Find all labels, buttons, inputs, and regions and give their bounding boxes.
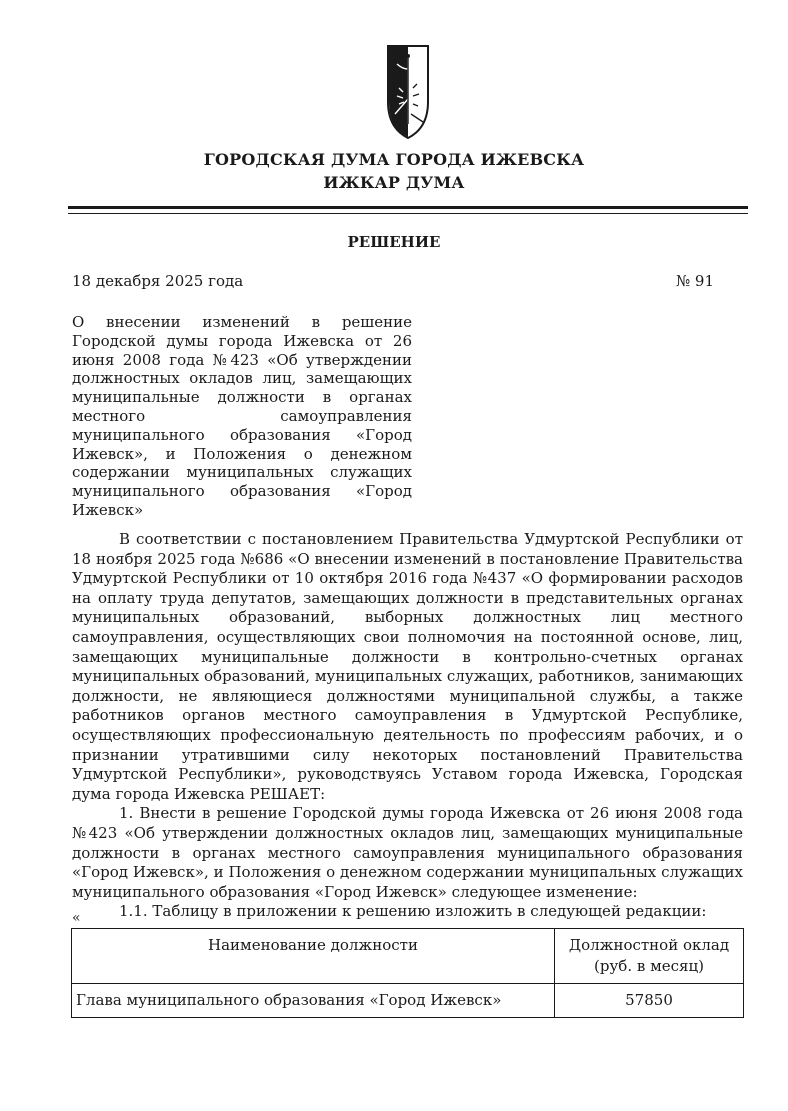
cell-position: Глава муниципального образования «Город Ижевск»	[72, 984, 555, 1018]
column-header-salary: Должностной оклад (руб. в месяц)	[555, 929, 744, 984]
header-divider-thick	[68, 206, 748, 209]
cell-salary: 57850	[555, 984, 744, 1018]
document-type-title: РЕШЕНИЕ	[347, 233, 441, 251]
document-date: 18 декабря 2025 года	[72, 272, 244, 290]
header-divider-thin	[68, 213, 748, 214]
table-header-row	[72, 929, 744, 984]
salary-table	[71, 928, 744, 1018]
clause-1-1-paragraph: 1.1. Таблицу в приложении к решению изложить в следующей редакции:	[119, 902, 707, 921]
document-body	[72, 530, 743, 922]
document-number: № 91	[675, 272, 714, 290]
org-title-line2: ИЖКАР ДУМА	[323, 173, 465, 192]
document-subject: О внесении изменений в решение Городской думы города Ижевска от 26 июня 2008 года №423 «Об утверждении должностных окладов лиц, замещающих муниципальные должности в органах местного самоуправления муниципального образования «Город Ижевск», и Положения о денежном содержании муниципальных служащих муниципального образования «Город Ижевск»	[72, 313, 412, 519]
clause-1-paragraph: 1. Внести в решение Городской думы города Ижевска от 26 июня 2008 года №423 «Об утверждении должностных окладов лиц, замещающих муниципальные должности в органах местного самоуправления муниципального образования «Город Ижевск», и Положения о денежном содержании муниципальных служащих муниципального образования «Город Ижевск» следующее изменение:	[72, 804, 743, 901]
table-row	[72, 984, 744, 1018]
column-header-position: Наименование должности	[72, 929, 555, 984]
izhevsk-coat-of-arms-icon	[385, 44, 431, 140]
org-title-line1: ГОРОДСКАЯ ДУМА ГОРОДА ИЖЕВСКА	[203, 150, 585, 169]
preamble-paragraph: В соответствии с постановлением Правительства Удмуртской Республики от 18 ноября 2025 года №686 «О внесении изменений в постановление Правительства Удмуртской Республики от 10 октября 2016 года №437 «О формировании расходов на оплату труда депутатов, замещающих должности в представительных органах муниципальных образований, выборных должностных лиц местного самоуправления, осуществляющих свои полномочия на постоянной основе, лиц, замещающих муниципальные должности в контрольно-счетных органах муниципальных образований, муниципальных служащих, работников, занимающих должности, не являющиеся должностями муниципальной службы, а также работников органов местного самоуправления в Удмуртской Республике, осуществляющих профессиональную деятельность по профессиям рабочих, и о признании утратившими силу некоторых постановлений Правительства Удмуртской Республики», руководствуясь Уставом города Ижевска, Городская дума города Ижевска РЕШАЕТ:	[72, 530, 743, 803]
opening-quote-mark: «	[72, 910, 81, 926]
